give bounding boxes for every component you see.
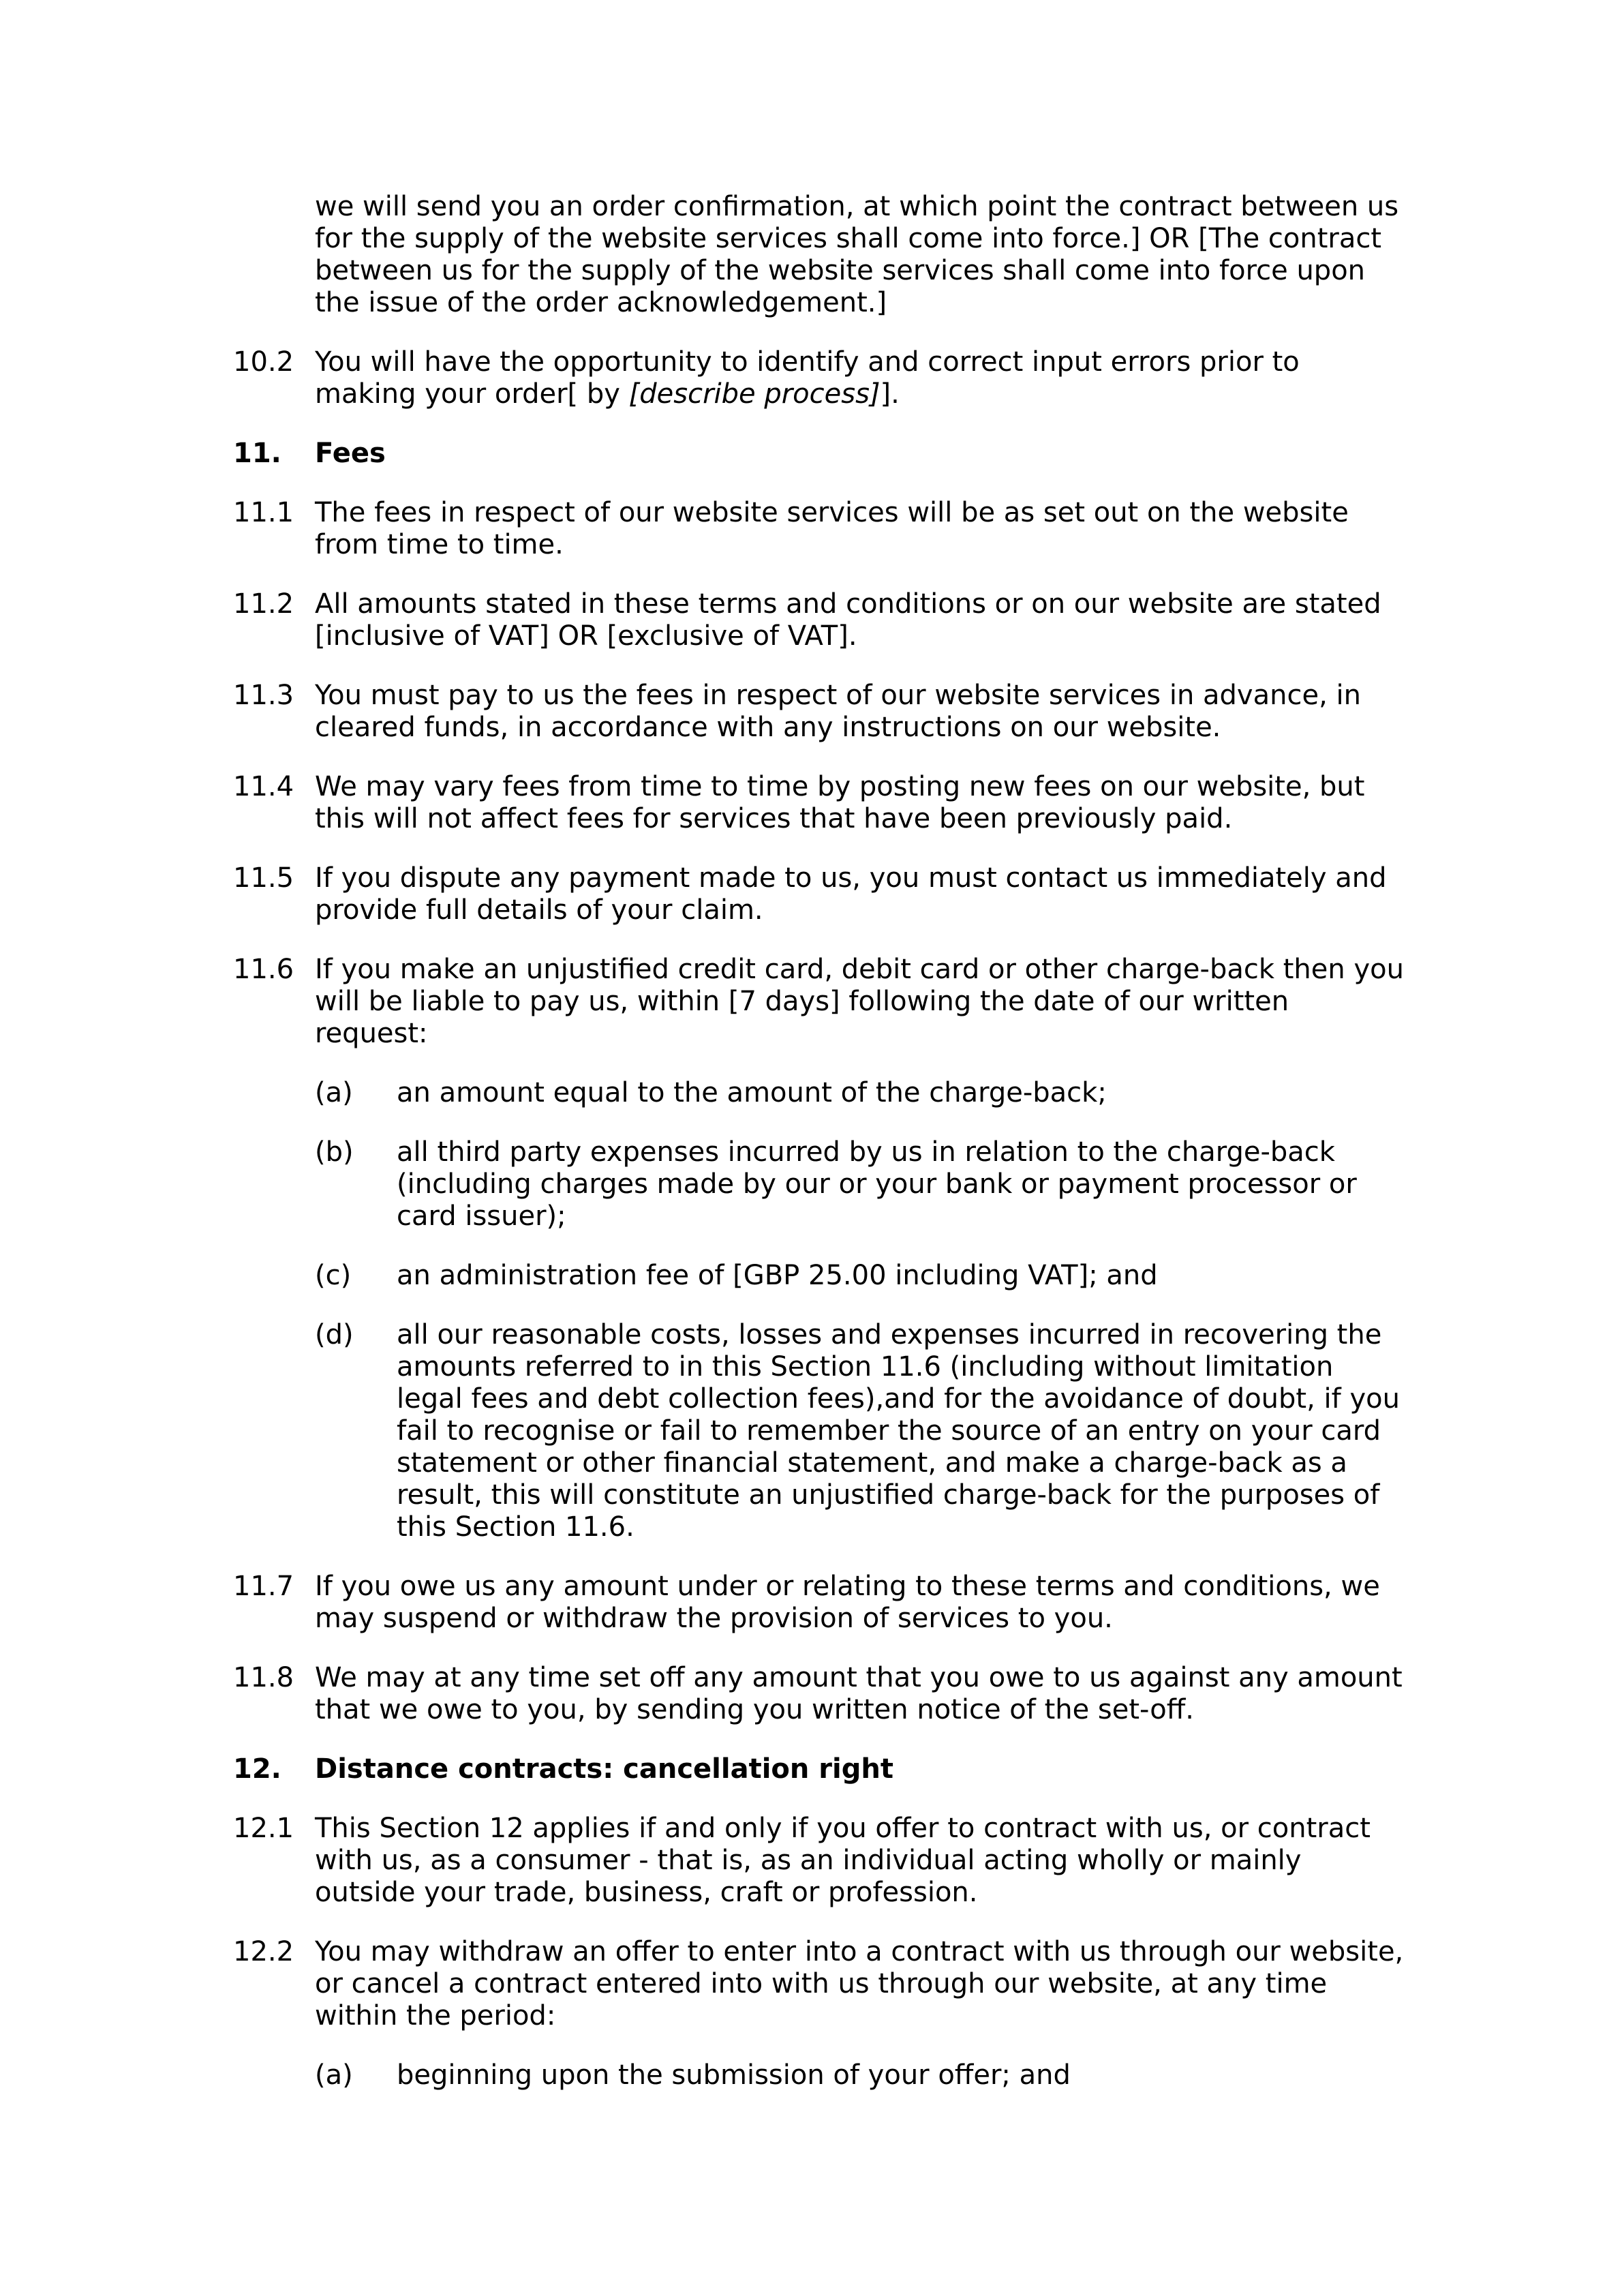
clause-number: 11.6: [233, 954, 294, 985]
clause-text: If you make an unjustified credit card, debit card or other charge-back then you will be liable to pay us, within [7 days] following the date of our written request:: [315, 954, 1404, 1049]
clause-11-7: [233, 1571, 1405, 1635]
subclause-text: beginning upon the submission of your offer; and: [397, 2059, 1071, 2091]
clause-number: 11.1: [233, 497, 294, 528]
clause-12-2: [233, 1936, 1405, 2032]
clause-text: If you dispute any payment made to us, you must contact us immediately and provide full details of your claim.: [315, 862, 1387, 926]
subclause-text: all our reasonable costs, losses and expenses incurred in recovering the amounts referred to in this Section 11.6 (including without limitation legal fees and debt collection fees),and for the avoidance of doubt, if you fail to recognise or fail to remember the source of an entry on your card statement or other financial statement, and make a charge-back as a result, this will constitute an unjustified charge-back for the purposes of this Section 11.6.: [397, 1319, 1400, 1543]
document-content: [233, 191, 1405, 2119]
subclause-11-6-d: [315, 1319, 1405, 1543]
clause-text: This Section 12 applies if and only if you offer to contract with us, or contract with us, as a consumer - that is, as an individual acting wholly or mainly outside your trade, business, craft or profession.: [315, 1813, 1371, 1908]
clause-11-5: [233, 862, 1405, 926]
clause-text-part: ].: [880, 378, 900, 410]
clause-text-part: You will have the opportunity to identify and correct input errors prior to making your order[ by: [315, 346, 1300, 410]
subclause-text: an amount equal to the amount of the charge-back;: [397, 1077, 1107, 1108]
clause-number: 11.2: [233, 588, 294, 620]
subclause-12-2-a: [315, 2059, 1405, 2091]
subclause-11-6-a: [315, 1077, 1405, 1109]
clause-text: You must pay to us the fees in respect of our website services in advance, in cleared funds, in accordance with any instructions on our website.: [315, 680, 1361, 743]
clause-number: 12.2: [233, 1936, 294, 1967]
clause-number: 11.3: [233, 680, 294, 711]
clause-11-4: [233, 771, 1405, 835]
clause-text: You may withdraw an offer to enter into a contract with us through our website, or cancel a contract entered into with us through our website, at any time within the period:: [315, 1936, 1404, 2031]
section-number: 12.: [233, 1753, 281, 1785]
subclause-11-6-c: [315, 1260, 1405, 1292]
subclause-text: all third party expenses incurred by us in relation to the charge-back (including charges made by our or your bank or payment processor or card issuer);: [397, 1136, 1357, 1232]
subclause-text: an administration fee of [GBP 25.00 including VAT]; and: [397, 1260, 1158, 1291]
clause-number: 11.7: [233, 1571, 294, 1602]
section-title: Distance contracts: cancellation right: [315, 1753, 893, 1785]
clause-number: 12.1: [233, 1813, 294, 1844]
section-heading-11: [233, 438, 1405, 470]
clause-11-6: [233, 954, 1405, 1050]
section-number: 11.: [233, 438, 281, 469]
clause-text: All amounts stated in these terms and conditions or on our website are stated [inclusive of VAT] OR [exclusive of VAT].: [315, 588, 1381, 652]
clause-text: We may vary fees from time to time by posting new fees on our website, but this will not affect fees for services that have been previously paid.: [315, 771, 1365, 834]
clause-number: 11.8: [233, 1662, 294, 1693]
placeholder-text: [describe process]: [628, 378, 881, 410]
clause-11-3: [233, 680, 1405, 744]
subclause-11-6-b: [315, 1136, 1405, 1233]
clause-number: 10.2: [233, 346, 294, 378]
subclause-letter: (a): [315, 1077, 353, 1108]
clause-text: We may at any time set off any amount that you owe to us against any amount that we owe to you, by sending you written notice of the set-off.: [315, 1662, 1403, 1725]
subclause-letter: (d): [315, 1319, 354, 1350]
subclause-letter: (a): [315, 2059, 353, 2091]
clause-text: If you owe us any amount under or relating to these terms and conditions, we may suspend or withdraw the provision of services to you.: [315, 1571, 1380, 1634]
section-title: Fees: [315, 438, 386, 469]
clause-11-2: [233, 588, 1405, 652]
subclause-letter: (c): [315, 1260, 352, 1291]
clause-number: 11.5: [233, 862, 294, 894]
subclause-letter: (b): [315, 1136, 354, 1168]
clause-text: The fees in respect of our website services will be as set out on the website from time to time.: [315, 497, 1349, 560]
section-heading-12: [233, 1753, 1405, 1785]
clause-12-1: [233, 1813, 1405, 1909]
continued-paragraph: we will send you an order confirmation, at which point the contract between us for the supply of the website services shall come into force.] OR [The contract between us for the supply of the website services shall come into force upon the issue of the order acknowledgement.]: [315, 191, 1399, 318]
clause-text: [315, 346, 1405, 410]
clause-number: 11.4: [233, 771, 294, 802]
clause-11-8: [233, 1662, 1405, 1726]
clause-10-2: [233, 346, 1405, 410]
clause-11-1: [233, 497, 1405, 561]
